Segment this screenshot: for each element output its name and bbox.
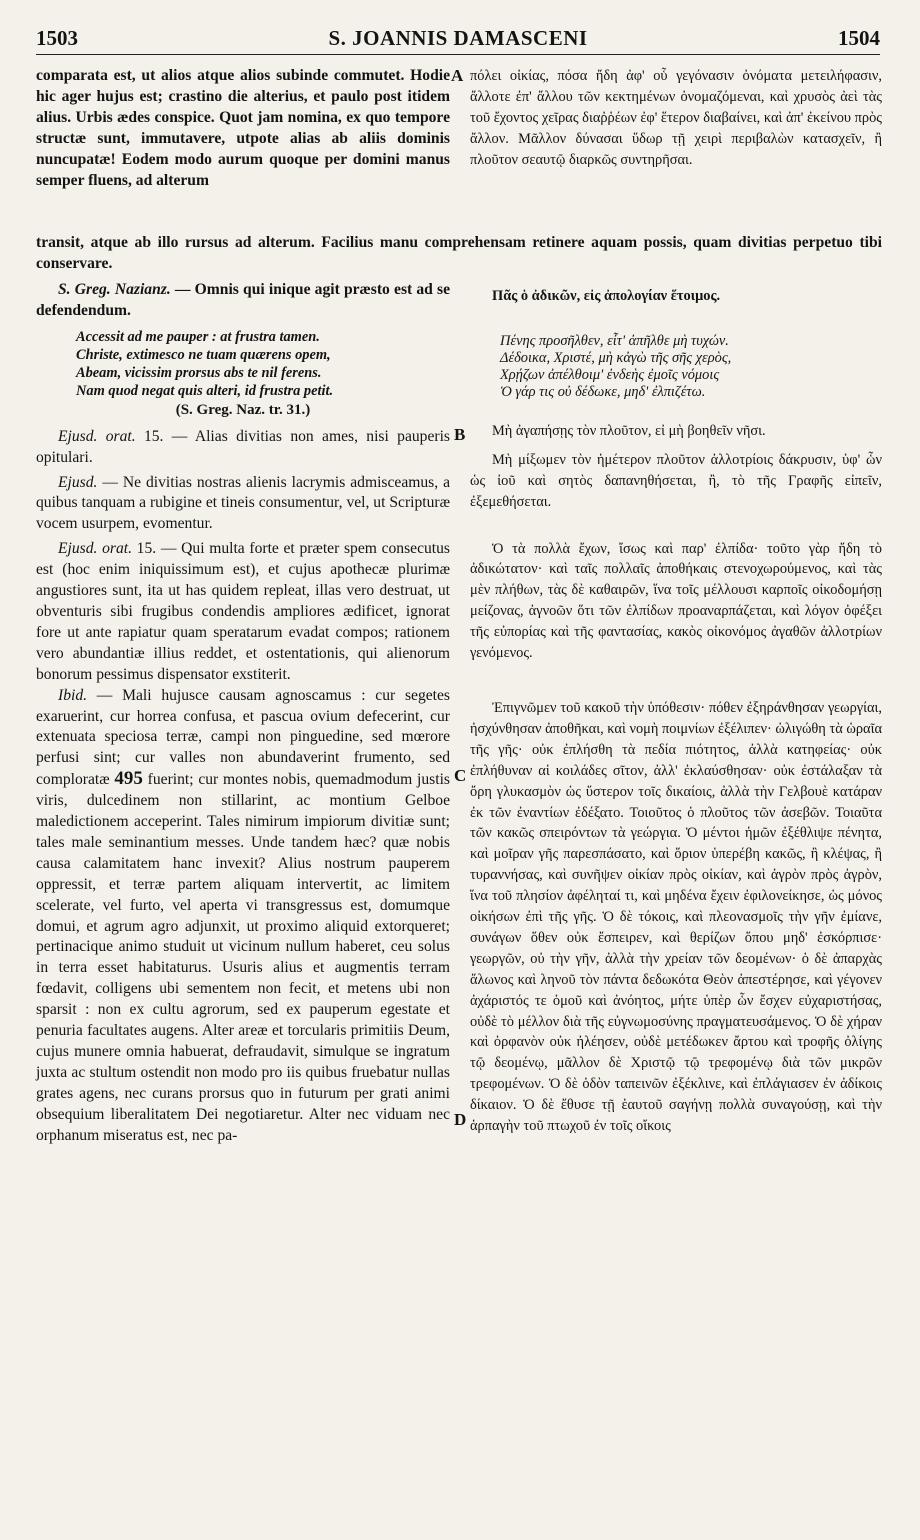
latin-poem-line: Abeam, vicissim prorsus abs te nil ferens. (76, 364, 322, 381)
ejusd1-label: Ejusd. orat. (58, 427, 136, 445)
greek-top-paragraph: πόλει οἰκίας, πόσα ἤδη ἀφ' οὗ γεγόνασιν ὀνόματα μετειλήφασιν, ἄλλοτε ἐπ' ἄλλου τῶν κεκτημένων ὀνομαζόμεναι, καὶ χρυσὸς ἀεὶ τὰς τοῦ ἔχοντος χεῖρας διαῤῥέων ἐφ' ἕτερον διαβαίνει, καὶ ἀπ' ἐκείνου πρὸς ἄλλον. Μᾶλλον δύνασαι ὕδωρ τῇ χειρὶ περιβαλὼν κατασχεῖν, ἢ πλοῦτον σεαυτῷ διαρκῶς συντηρῆσαι. (470, 68, 882, 168)
greek-poem-line: Χρῄζων ἀπέλθοιμ' ἐνδεὴς ἐμοῖς νόμοις (500, 366, 720, 383)
ibid-label: Ibid. (58, 686, 88, 704)
ejusd3-label: Ejusd. orat. (58, 540, 132, 558)
latin-column (36, 280, 450, 1147)
ibid-text-b: fuerint; cur montes nobis, quemadmodum justis viris, dulcedinem non stillarint, ac montium Gelboe maledictionem acceperint. Tales nimirum impiorum divitiæ sunt; tales male seminantium messes. Unde tandem hæc? quæ nobis causa calamitatem hanc invexit? Alius nostrum pauperem oppressit, et terræ partem aliquam intervertit, ac limitem scelerate, vel furto, vel aperta vi transgressus est, domumque domui, et agrum agro adjunxit, ut proximo aliquid extorqueret; pertinacique animo studuit ut vicinum nullum haberet, ceu solus in terra esset habitaturus. Usuris alius et augmentis terram fœdavit, colligens ubi sementem non fecit, et metens ubi non sparsit : non ex cultu agrorum, sed ex pauperum egestate et penuria facultates augens. Alter areæ et torcularis primitiis Deum, cujus munere omnia habuerat, defraudavit, simulque se ingratum juxta ac stultum ostendit non modo pro iis quibus fruebatur nullas grates agens, nec curans prorsus quo in futurum per grati animi obsequium liberalitatem Dei negotiaretur. Alter nec viduam nec orphanum miseratus est, nec pa- (36, 771, 450, 1144)
greek-paragraph-2: Μὴ μίξωμεν τὸν ἡμέτερον πλοῦτον ἀλλοτρίοις δάκρυσιν, ὑφ' ὧν ὡς ἰοῦ καὶ σητὸς δαπανηθήσεται, ἢ, τὸ τῆς Γραφῆς εἰπεῖν, ἐξεμεθήσεται. (470, 451, 882, 510)
greek-poem (500, 333, 882, 401)
ejusd2-text: — Ne divitias nostras alienis lacrymis admisceamus, a quibus tanquam a rubigine et tineis consumentur, vel, ut Scripturæ vocem usurpem, evomentur. (36, 473, 450, 533)
greek-poem-line: Δέδοικα, Χριστέ, μὴ κἀγὼ τῆς σῆς χερὸς, (500, 349, 732, 366)
greek-column (470, 286, 882, 1137)
ejusd2-label: Ejusd. (58, 473, 98, 491)
margin-letter-a: A (451, 66, 464, 85)
latin-poem (76, 328, 450, 400)
latin-ejusd3-paragraph (36, 539, 450, 685)
poem-reference: (S. Greg. Naz. tr. 31.) (175, 401, 311, 418)
latin-ejusd2-paragraph (36, 473, 450, 536)
greek-poem-line: Ὁ γάρ τις οὐ δέδωκε, μηδ' ἐλπιζέτω. (500, 383, 706, 400)
full-width-line: transit, atque ab illo rursus ad alterum. Facilius manu comprehensam retinere aquam possis, quam divitias perpetuo tibi conservare. (36, 234, 882, 272)
greg-text: — Omnis qui inique agit præsto est ad se defendendum. (36, 281, 450, 319)
column-number-495: 495 (114, 768, 143, 790)
latin-column-top (36, 66, 450, 234)
latin-top-paragraph: comparata est, ut alios atque alios subinde commutet. Hodie hic ager hujus est; crastino die alterius, et paulo post itidem alius. Urbis ædes conspice. Quot jam nomina, ex quo tempore structæ sunt, immutavere, utpote alias ab aliis dominis nuncupatæ! Eodem modo aurum quoque per domini manus semper fluens, ad alterum (36, 67, 450, 189)
greek-paragraph-3: Ὁ τὰ πολλὰ ἔχων, ἴσως καὶ παρ' ἐλπίδα· τοῦτο γὰρ ἤδη τὸ ἀδικώτατον· καὶ ταῖς πολλαῖς ἀποθήκαις στενοχωρούμενος, καὶ τὰς μὲν πλήθων, τὰς δὲ καθαιρῶν, ἵνα τοῖς μέλλουσι καρποῖς οἰκοδομήσῃ μείζονας, ἀγνοῶν ὅτι τῶν ἐλπίδων προαναρπάζεται, καὶ λόγον ὀφέξει τῆς εὐπορίας καὶ τῆς φαντασίας, κακὸς οἰκονόμος ἀγαθῶν ἀλλοτρίων γενόμενος. (470, 540, 882, 662)
ibid-text-a: — Mali hujusce causam agnoscamus : cur segetes exaruerint, cur horrea confusa, et pascua ovium defecerint, cur extenuata speciosa terræ, campi non pinguedine, sed mœrore perfusi sint; cur valles non abundaverint frumento, sed comploratæ (36, 686, 450, 789)
greg-label: S. Greg. Nazianz. (58, 281, 171, 298)
page-number-right: 1504 (838, 26, 880, 50)
latin-ibid-paragraph (36, 686, 450, 1147)
latin-ejusd1-paragraph (36, 427, 450, 469)
ejusd3-text: 15. — Qui multa forte et præter spem consecutus est (hoc enim iniquissimum est), et cujus apothecæ plurimæ angustiores sunt, ita ut has quidem repleat, illas vero destruat, ut obventuris sibi frugibus condendis ampliores ædificet, ignorat fore ut ante rapiatur quam speratarum evadat compos; rationem vero abundantiæ illius reddet, et ostentationis, qui alienorum bonorum pessimus dispensator exstiterit. (36, 540, 450, 683)
margin-letter-d: D (454, 1110, 467, 1129)
page-header (36, 20, 880, 55)
margin-letter-c: C (454, 766, 467, 785)
greek-column-top (470, 66, 882, 234)
ejusd1-text: 15. — Alias divitias non ames, nisi pauperis opitulari. (36, 427, 450, 466)
latin-poem-line: Nam quod negat quis alteri, id frustra petit. (76, 382, 334, 399)
greek-greg-line: Πᾶς ὁ ἀδικῶν, εἰς ἀπολογίαν ἕτοιμος. (492, 288, 721, 304)
latin-poem-line: Christe, extimesco ne tuam quærens opem, (76, 346, 331, 363)
greek-paragraph-1: Μὴ ἀγαπήσῃς τὸν πλοῦτον, εἰ μὴ βοηθεῖν νῆσι. (492, 422, 766, 439)
latin-greg-paragraph (36, 280, 450, 322)
latin-poem-line: Accessit ad me pauper : at frustra tamen. (76, 328, 320, 345)
running-title: S. JOANNIS DAMASCENI (328, 26, 588, 50)
greek-poem-line: Πένης προσῆλθεν, εἶτ' ἀπῆλθε μὴ τυχών. (500, 332, 729, 349)
greek-paragraph-4: Ἐπιγνῶμεν τοῦ κακοῦ τὴν ὑπόθεσιν· πόθεν ἐξηράνθησαν γεωργίαι, ἠσχύνθησαν ἀποθῆκαι, καὶ νομὴ ποιμνίων ἐξέλιπεν· ὠλιγώθη τὰ ὡραῖα τῆς γῆς· οὐκ ἐπλήσθη τὰ πεδία πιότητος, ἀλλὰ κατηφείας· οὐκ ἐπλήθυναν αἱ κοιλάδες σῖτον, ἀλλ' ἐκλαύσθησαν· οὐκ ἐστάλαξαν τὰ ὄρη γλυκασμὸν ὡς ὕστερον τοῖς δικαίοις, ἀλλὰ τὴν Γελβουὲ κατάραν ἐκ τῶν ἐναντίων ἐδέξατο. Τοιοῦτος ὁ πλοῦτος τῶν ἀσεβῶν. Τοιαῦτα τῶν κακῶς σπειρόντων τὰ γεώργια. Ὁ μέντοι ἡμῶν ἐξέθλιψε πένητα, καὶ μοῖραν γῆς παρεσπάσατο, καὶ ὅριον ὑπερέβη κακῶς, ἢ κλέψας, ἢ τυραννήσας, καὶ συνῆψεν οἰκίαν πρὸς οἰκίαν, καὶ ἀγρὸν πρὸς ἀγρὸν, ἵνα τοῦ πλησίον ἀφέληταί τι, καὶ μηδένα ἔχειν ἐφιλονείκησε, ὡς μόνος οἰκήσων ἐπὶ τῆς γῆς. Ὁ δὲ τόκοις, καὶ πλεονασμοῖς τὴν γῆν ἐμίανε, συνάγων ὅθεν οὐκ ἔσπειρεν, καὶ θερίζων ὅπου μηδ' ἐσκόρπισε· γεωργῶν, οὐ τὴν γῆν, ἀλλὰ τὴν χρείαν τῶν δεομένων· ὁ δὲ ἀπαρχὰς ἅλωνος καὶ ληνοῦ τὸν πάντα δεδωκότα Θεὸν ἀπεστέρησε, καὶ γέγονεν ἀχάριστός τε ὁμοῦ καὶ ἀνόητος, μήτε ὑπὲρ ὧν ἔσχεν εὐχαριστήσας, οὐδὲ τὸ μέλλον διὰ τῆς εὐγνωμοσύνης πραγματευσάμενος. Ὁ δὲ χήραν καὶ ὀρφανὸν οὐκ ἠλέησεν, οὐδὲ μετέδωκεν ἄρτου καὶ τροφῆς ὀλίγης τῷ δεομένῳ, μᾶλλον δὲ Χριστῷ τῷ τρεφομένῳ διὰ τῶν μικρῶν τρεφομένων. Ὁ δὲ ὁδὸν ταπεινῶν ἐξέκλινε, καὶ ἐπλάγιασεν ἐν ἀδίκοις δίκαιον. Ὁ δὲ ἔθυσε τῇ ἑαυτοῦ σαγήνῃ πολλὰ συναγούσῃ, καὶ τὴν ἁρπαγὴν τοῦ πτωχοῦ ἐν τοῖς οἴκοις (470, 699, 882, 1135)
page-number-left: 1503 (36, 26, 78, 50)
margin-letter-b: B (454, 425, 466, 444)
